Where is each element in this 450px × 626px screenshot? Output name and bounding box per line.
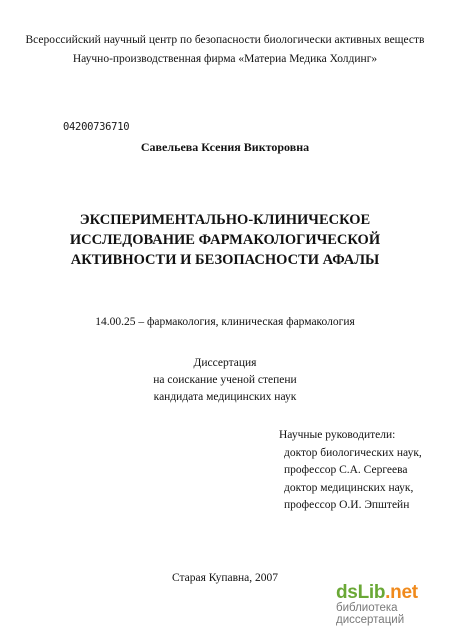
logo-dot: . xyxy=(385,582,391,603)
dissertation-title xyxy=(0,210,450,270)
degree-line-3: кандидата медицинских наук xyxy=(153,391,297,403)
degree-line-2: на соискание ученой степени xyxy=(153,374,297,386)
degree-statement xyxy=(0,355,450,406)
supervisor-1-name: профессор С.А. Сергеева xyxy=(284,464,408,476)
supervisors-block xyxy=(279,427,422,515)
title-line-1: ЭКСПЕРИМЕНТАЛЬНО-КЛИНИЧЕСКОЕ xyxy=(79,212,371,228)
supervisor-2-name: профессор О.И. Эпштейн xyxy=(284,499,410,511)
organization-line-2: Научно-производственная фирма «Материа Медика Холдинг» xyxy=(72,53,378,65)
supervisor-2-degree: доктор медицинских наук, xyxy=(284,481,414,494)
library-stamp-number: 04200736710 xyxy=(63,121,130,133)
dslib-watermark[interactable] xyxy=(336,582,450,626)
logo-ds: ds xyxy=(336,582,358,603)
logo-lib: Lib xyxy=(357,582,386,603)
place-and-year: Старая Купавна, 2007 xyxy=(171,572,279,584)
title-line-3: АКТИВНОСТИ И БЕЗОПАСНОСТИ АФАЛЫ xyxy=(70,252,380,268)
specialty-code: 14.00.25 – фармакология, клиническая фармакология xyxy=(95,316,355,328)
degree-line-1: Диссертация xyxy=(193,357,257,369)
author-name: Савельева Ксения Викторовна xyxy=(140,140,310,154)
supervisors-heading: Научные руководители: xyxy=(279,429,396,441)
dslib-logo[interactable] xyxy=(336,582,450,604)
watermark-subtitle: библиотека диссертаций xyxy=(336,602,405,626)
organization-line-1: Всероссийский научный центр по безопасности биологически активных веществ xyxy=(25,34,425,46)
logo-net: net xyxy=(390,582,418,603)
title-line-2: ИССЛЕДОВАНИЕ ФАРМАКОЛОГИЧЕСКОЙ xyxy=(69,232,381,248)
supervisor-1-degree: доктор биологических наук, xyxy=(284,446,422,459)
